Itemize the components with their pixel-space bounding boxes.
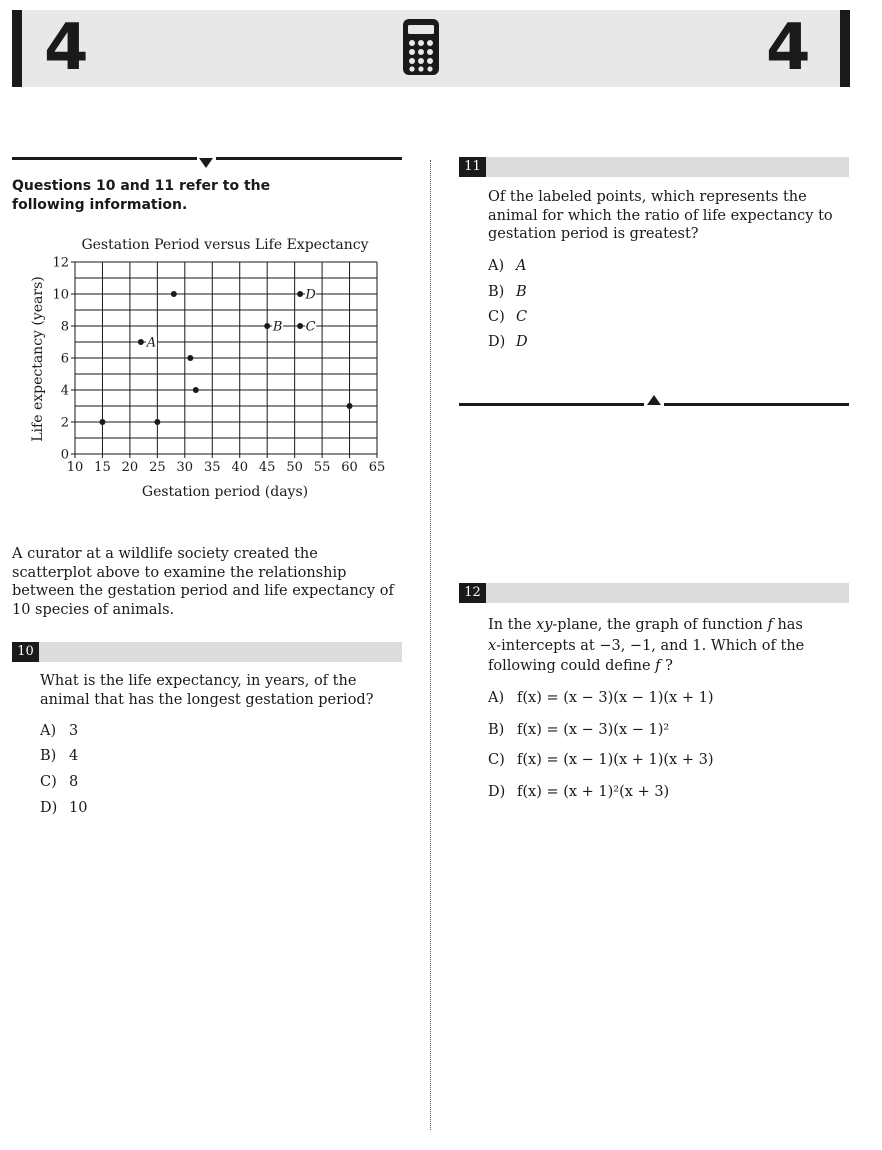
triangle-up-icon bbox=[647, 395, 661, 405]
chart-grid bbox=[75, 262, 377, 454]
choice-letter: A) bbox=[40, 723, 57, 739]
data-point bbox=[154, 419, 160, 425]
x-tick-label: 35 bbox=[203, 460, 221, 475]
choice-text: f(x) = (x − 1)(x + 1)(x + 3) bbox=[517, 752, 714, 768]
data-point bbox=[264, 323, 270, 329]
choice-12-a[interactable] bbox=[488, 689, 713, 707]
x-tick-label: 55 bbox=[313, 460, 331, 475]
choice-text: 10 bbox=[69, 800, 88, 816]
y-tick-label: 6 bbox=[60, 351, 69, 367]
prompt-text: f bbox=[655, 658, 661, 674]
prompt-text: ? bbox=[660, 658, 673, 674]
question-11-prompt: Of the labeled points, which represents the animal for which the ratio of life expectancy to gestation period is greatest? bbox=[488, 189, 833, 242]
question-12-number: 12 bbox=[459, 583, 486, 603]
choice-12-c[interactable] bbox=[488, 751, 713, 769]
choice-letter: B) bbox=[488, 284, 505, 300]
intro-rule-right bbox=[216, 157, 402, 160]
prompt-text: f bbox=[767, 617, 773, 633]
choice-text: 4 bbox=[69, 748, 79, 764]
question-10-number: 10 bbox=[12, 642, 39, 662]
question-11-number: 11 bbox=[459, 157, 486, 177]
triangle-down-icon bbox=[199, 158, 213, 168]
data-point bbox=[297, 291, 303, 297]
choice-letter: C) bbox=[488, 752, 505, 768]
choice-10-a[interactable] bbox=[40, 722, 78, 740]
x-tick-label: 45 bbox=[258, 460, 276, 475]
question-12-prompt bbox=[488, 615, 838, 677]
data-point bbox=[171, 291, 177, 297]
x-tick-label: 20 bbox=[121, 460, 139, 475]
section-header-right-edge bbox=[840, 10, 850, 87]
choice-12-b[interactable] bbox=[488, 721, 669, 739]
x-axis-label: Gestation period (days) bbox=[141, 484, 309, 500]
data-point bbox=[193, 387, 199, 393]
choice-text: f(x) = (x + 1)²(x + 3) bbox=[517, 784, 670, 800]
y-tick-label: 0 bbox=[60, 447, 69, 463]
y-tick-label: 10 bbox=[52, 287, 69, 303]
question-12-bar bbox=[459, 583, 849, 603]
question-10-bar bbox=[12, 642, 402, 662]
x-tick-label: 40 bbox=[231, 460, 249, 475]
choice-text: f(x) = (x − 3)(x − 1)² bbox=[517, 722, 670, 738]
choice-10-c[interactable] bbox=[40, 773, 78, 791]
y-axis-label: Life expectancy (years) bbox=[30, 276, 46, 442]
data-point bbox=[99, 419, 105, 425]
chart-title: Gestation Period versus Life Expectancy bbox=[81, 237, 369, 253]
choice-text: B bbox=[516, 284, 527, 300]
point-label: C bbox=[305, 319, 316, 335]
prompt-text: has bbox=[772, 617, 803, 633]
choice-11-a[interactable] bbox=[488, 257, 526, 275]
choice-letter: D) bbox=[488, 784, 506, 800]
calculator-icon bbox=[403, 19, 439, 79]
x-tick-label: 25 bbox=[149, 460, 166, 475]
data-point bbox=[187, 355, 193, 361]
section-number-left: 4 bbox=[44, 11, 89, 85]
choice-letter: A) bbox=[488, 690, 505, 706]
choice-text: C bbox=[516, 309, 528, 325]
prompt-text: xy bbox=[536, 617, 553, 633]
data-point bbox=[347, 403, 353, 409]
prompt-text: x bbox=[488, 637, 497, 654]
scatterplot-svg bbox=[10, 228, 400, 508]
choice-text: 8 bbox=[69, 774, 79, 790]
choice-11-c[interactable] bbox=[488, 308, 527, 326]
choice-letter: B) bbox=[488, 722, 505, 738]
y-tick-label: 8 bbox=[60, 319, 69, 335]
choice-letter: D) bbox=[488, 334, 506, 350]
choice-letter: D) bbox=[40, 800, 58, 816]
choice-text: D bbox=[516, 334, 528, 350]
prompt-text: In the bbox=[488, 617, 537, 633]
set-end-rule-left bbox=[459, 403, 644, 406]
y-tick-label: 4 bbox=[60, 383, 69, 399]
point-label: D bbox=[305, 287, 316, 303]
choice-text: 3 bbox=[69, 723, 79, 739]
y-tick-label: 2 bbox=[60, 415, 69, 431]
data-point bbox=[297, 323, 303, 329]
choice-letter: C) bbox=[40, 774, 57, 790]
point-label: B bbox=[272, 319, 283, 335]
column-divider bbox=[430, 160, 431, 1130]
data-point bbox=[138, 339, 144, 345]
x-tick-label: 65 bbox=[368, 460, 386, 475]
choice-letter: C) bbox=[488, 309, 505, 325]
question-10-prompt: What is the life expectancy, in years, of the animal that has the longest gestation period? bbox=[40, 673, 374, 708]
chart-points bbox=[99, 287, 352, 425]
choice-letter: B) bbox=[40, 748, 57, 764]
scatterplot-description: A curator at a wildlife society created the scatterplot above to examine the relationship between the gestation period and life expectancy of 10 species of animals. bbox=[12, 546, 394, 618]
question-11-bar bbox=[459, 157, 849, 177]
prompt-text: following could define bbox=[488, 658, 656, 674]
choice-10-d[interactable] bbox=[40, 799, 87, 817]
prompt-text: -plane, the graph of function bbox=[552, 617, 768, 633]
x-tick-label: 50 bbox=[286, 460, 303, 475]
scatterplot bbox=[10, 228, 400, 512]
choice-12-d[interactable] bbox=[488, 783, 669, 801]
point-label: A bbox=[146, 335, 157, 351]
choice-11-b[interactable] bbox=[488, 283, 527, 301]
x-tick-label: 60 bbox=[341, 460, 358, 475]
questions-intro: Questions 10 and 11 refer to the following information. bbox=[12, 178, 271, 213]
y-tick-label: 12 bbox=[52, 255, 69, 271]
choice-11-d[interactable] bbox=[488, 333, 528, 351]
choice-text: f(x) = (x − 3)(x − 1)(x + 1) bbox=[517, 690, 714, 706]
choice-10-b[interactable] bbox=[40, 747, 78, 765]
set-end-rule-right bbox=[664, 403, 849, 406]
choice-text: A bbox=[516, 258, 527, 274]
section-header-left-edge bbox=[12, 10, 22, 87]
section-number-right: 4 bbox=[766, 11, 811, 85]
x-tick-label: 30 bbox=[176, 460, 194, 475]
choice-letter: A) bbox=[488, 258, 505, 274]
intro-rule-left bbox=[12, 157, 197, 160]
x-tick-label: 10 bbox=[66, 460, 84, 475]
prompt-text: -intercepts at −3, −1, and 1. Which of the bbox=[496, 637, 805, 654]
x-tick-label: 15 bbox=[94, 460, 111, 475]
